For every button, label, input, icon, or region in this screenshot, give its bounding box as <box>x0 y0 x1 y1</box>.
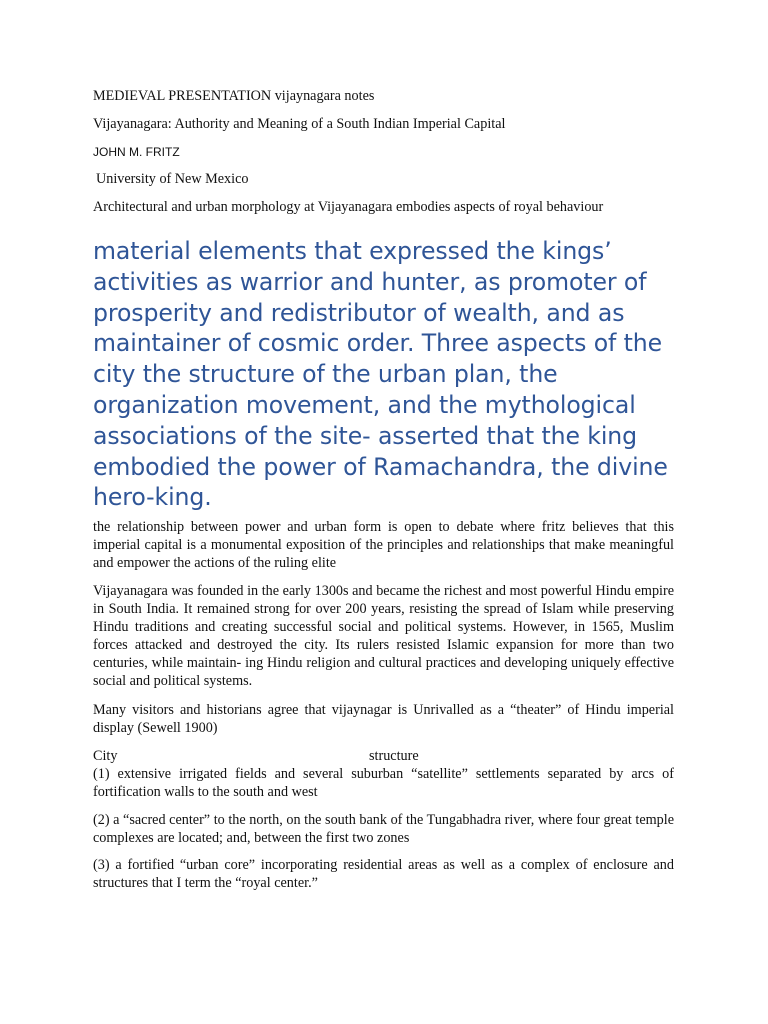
paragraph-power-urban-form: the relationship between power and urban form is open to debate where fritz believes that this imperial capital is a monumental exposition of the principles and relationships that make meaningful and empower the actions of the ruling elite <box>93 519 674 571</box>
article-title: Vijayanagara: Authority and Meaning of a South Indian Imperial Capital <box>93 116 506 132</box>
paragraph-history: Vijayanagara was founded in the early 1300s and became the richest and most powerful Hindu empire in South India. It remained strong for over 200 years, resisting the spread of Islam while preserving Hindu traditions and creating successful social and political systems. However, in 1565, Muslim forces attacked and destroyed the city. Its rulers resisted Islamic expansion for more than two centuries, while maintain- ing Hindu religion and cultural practices and developing uniquely effective social and political systems. <box>93 583 674 689</box>
author-name: JOHN M. FRITZ <box>93 145 180 159</box>
highlight-paragraph: material elements that expressed the kings’ activities as warrior and hunter, as promoter of prosperity and redistributor of wealth, and as maintainer of cosmic order. Three aspects of the city the structure of the urban plan, the organization movement, and the mythological associations of the site- asserted that the king embodied the power of Ramachandra, the divine hero-king. <box>93 237 668 512</box>
list-item-fields: (1) extensive irrigated fields and several suburban “satellite” settlements separated by arcs of fortification walls to the south and west <box>93 766 674 800</box>
lead-sentence: Architectural and urban morphology at Vijayanagara embodies aspects of royal behaviour <box>93 199 604 215</box>
paragraph-theater: Many visitors and historians agree that vijaynagar is Unrivalled as a “theater” of Hindu imperial display (Sewell 1900) <box>93 702 674 736</box>
list-item-urban-core: (3) a fortified “urban core” incorporating residential areas as well as a complex of enclosure and structures that I term the “royal center.” <box>93 857 674 891</box>
city-structure-heading <box>93 747 674 765</box>
city-label: City <box>93 748 118 764</box>
structure-label: structure <box>369 748 419 764</box>
list-item-sacred-center: (2) a “sacred center” to the north, on the south bank of the Tungabhadra river, where four great temple complexes are located; and, between the first two zones <box>93 812 674 846</box>
document-title: MEDIEVAL PRESENTATION vijaynagara notes <box>93 88 375 104</box>
author-affiliation: University of New Mexico <box>96 171 249 187</box>
